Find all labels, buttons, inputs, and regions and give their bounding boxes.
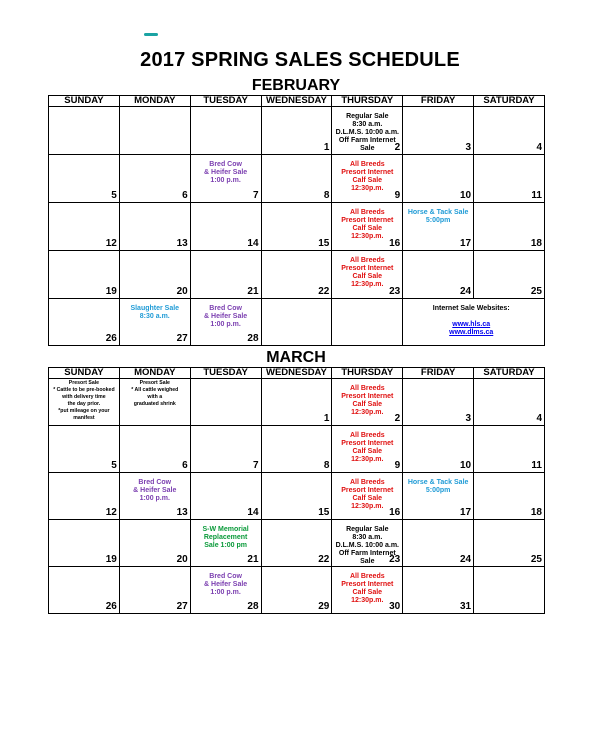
sale-event-line: Off Farm Internet Sale [338,137,396,152]
weekday-friday: FRIDAY [403,368,474,379]
week-row [49,203,545,251]
day-number: 10 [459,460,472,471]
day-number: 25 [530,286,542,297]
page-title: 2017 SPRING SALES SCHEDULE [140,49,460,71]
day-cell [190,299,261,346]
sale-event-line: Slaughter Sale [130,305,180,312]
sale-event-line: 12:30p.m. [351,233,384,240]
sale-event-line: 12:30p.m. [351,281,384,288]
presort-note-sunday [50,380,118,422]
day-number: 9 [394,190,401,201]
sale-event-line: Calf Sale [352,177,383,184]
presort-note-line: the day prior. [67,401,101,407]
day-cell [119,379,190,426]
day-cell [190,107,261,155]
sale-event-line: 12:30p.m. [351,456,384,463]
day-cell [261,426,332,473]
month-title-february: FEBRUARY [251,77,341,94]
sale-event-line: D.L.M.S. 10:00 a.m. [335,542,399,549]
day-number: 7 [252,190,259,201]
week-row [49,107,545,155]
day-cell [261,299,332,346]
day-number: 2 [394,413,401,424]
sale-event-line: 5:00pm [425,487,451,494]
day-cell [261,107,332,155]
day-cell [49,251,120,299]
day-number: 3 [465,413,472,424]
day-number: 1 [323,413,330,424]
weekday-wednesday: WEDNESDAY [261,368,332,379]
day-number: 2 [394,142,401,153]
sale-event-line: Off Farm Internet Sale [338,550,396,565]
sale-event [191,573,261,597]
weekday-sunday: SUNDAY [49,96,120,107]
sale-event-line: Presort Internet [341,581,394,588]
day-number: 11 [531,190,542,201]
month-title-march: MARCH [266,349,326,366]
day-number: 12 [105,238,117,249]
day-cell [403,107,474,155]
day-number: 12 [105,507,117,518]
day-number: 9 [394,460,401,471]
sale-event-line: Presort Internet [341,440,394,447]
day-number: 31 [459,601,472,612]
day-cell [190,473,261,520]
sale-event-line: 1:00 p.m. [210,177,241,184]
day-cell [49,473,120,520]
week-row [49,299,545,346]
day-number: 15 [318,507,330,518]
sale-event-line: Bred Cow [209,161,242,168]
day-cell [474,203,545,251]
sale-event-line: & Heifer Sale [133,487,177,494]
day-number: 28 [247,333,259,344]
sale-event-line: 1:00 p.m. [210,321,241,328]
week-row [49,426,545,473]
day-cell [332,251,403,299]
sale-event [403,479,473,495]
presort-note-line: Presort Sale [68,380,100,386]
weekday-saturday: SATURDAY [474,96,545,107]
presort-note-line: with delivery time [62,394,106,400]
sale-event-line: Presort Internet [341,217,394,224]
sale-event-line: All Breeds [349,573,385,580]
day-cell [49,567,120,614]
day-cell [119,567,190,614]
day-number: 16 [389,238,401,249]
sale-event [403,209,473,225]
day-cell [403,426,474,473]
day-number: 3 [465,142,472,153]
presort-note-line: * All cattle weighed [131,387,179,393]
sale-event-line: 8:30 a.m. [352,121,383,128]
website-link[interactable]: www.dlms.ca [449,329,494,336]
sale-event-line: Presort Internet [341,487,394,494]
sale-event-line: Horse & Tack Sale [407,209,469,216]
weekday-monday: MONDAY [119,96,190,107]
day-number: 24 [459,554,472,565]
sale-event [332,161,402,193]
day-number: 5 [111,190,117,201]
internet-sale-websites [407,305,535,337]
day-cell [119,155,190,203]
logo-mark [144,33,158,36]
day-number: 29 [318,601,330,612]
weekday-wednesday: WEDNESDAY [261,96,332,107]
sale-event-line: 12:30p.m. [351,597,384,604]
sale-event [332,385,402,417]
day-cell [403,379,474,426]
sale-event-line: Sale 1:00 pm [204,542,248,549]
week-row [49,567,545,614]
day-number: 11 [531,460,542,471]
weekday-header-row [49,368,545,379]
day-cell [190,520,261,567]
sale-event-line: Bred Cow [209,305,242,312]
sale-event-line: 12:30p.m. [351,503,384,510]
day-cell [403,251,474,299]
week-row [49,379,545,426]
february-calendar [48,95,545,346]
weekday-monday: MONDAY [119,368,190,379]
sale-event-line: 1:00 p.m. [210,589,241,596]
day-cell [190,155,261,203]
weekday-friday: FRIDAY [403,96,474,107]
day-number: 21 [247,286,259,297]
day-number: 6 [182,190,188,201]
day-cell [474,426,545,473]
sale-event [120,479,190,503]
day-cell [474,155,545,203]
day-number: 27 [176,333,188,344]
sale-event-line: Calf Sale [352,448,383,455]
day-cell [119,426,190,473]
presort-note-line: Presort Sale [139,380,170,386]
day-number: 13 [176,238,188,249]
day-cell [49,520,120,567]
day-cell [403,567,474,614]
day-cell [119,299,190,346]
day-cell [49,107,120,155]
weekday-tuesday: TUESDAY [190,368,261,379]
presort-note-line: with a [147,394,163,400]
day-number: 24 [459,286,472,297]
day-cell [403,299,545,346]
week-row [49,155,545,203]
day-cell [474,379,545,426]
week-row [49,520,545,567]
day-cell [332,520,403,567]
sale-event [332,432,402,464]
sale-event [191,305,261,329]
day-number: 8 [323,190,330,201]
week-row [49,251,545,299]
sale-event-line: 8:30 a.m. [139,313,170,320]
day-cell [332,155,403,203]
sale-event [332,257,402,289]
sale-event-line: Bred Cow [209,573,242,580]
day-cell [403,520,474,567]
weekday-header-row [49,96,545,107]
weekday-thursday: THURSDAY [332,96,403,107]
day-cell [119,203,190,251]
day-number: 1 [323,142,330,153]
day-cell [190,567,261,614]
day-cell [332,473,403,520]
sale-event [191,161,261,185]
week-row [49,473,545,520]
weekday-tuesday: TUESDAY [190,96,261,107]
day-cell [190,251,261,299]
day-number: 22 [318,286,330,297]
weekday-thursday: THURSDAY [332,368,403,379]
day-number: 26 [105,601,117,612]
day-cell [119,520,190,567]
day-number: 4 [536,142,542,153]
sale-event [120,305,190,321]
presort-note-line: manifest [73,415,95,421]
day-cell [332,107,403,155]
day-number: 23 [389,554,401,565]
day-number: 27 [176,601,188,612]
sale-event-line: All Breeds [349,161,385,168]
day-cell [49,379,120,426]
day-cell [403,203,474,251]
day-cell [49,203,120,251]
day-cell [119,473,190,520]
sale-event-line: 1:00 p.m. [139,495,170,502]
sale-event-line: S-W Memorial [202,526,249,533]
sale-event-line: Calf Sale [352,401,383,408]
day-cell [261,520,332,567]
day-number: 22 [318,554,330,565]
presort-note-line: * Cattle to be pre-booked [53,387,115,393]
sale-event-line: Horse & Tack Sale [407,479,469,486]
day-cell [119,107,190,155]
sale-event-line: Replacement [203,534,248,541]
day-cell [474,520,545,567]
day-cell [261,203,332,251]
day-number: 14 [247,238,259,249]
day-cell [403,473,474,520]
day-cell [49,155,120,203]
presort-note-line: *put mileage on your [58,408,110,414]
day-cell [49,426,120,473]
day-number: 20 [176,554,188,565]
sale-event-line: All Breeds [349,432,385,439]
day-number: 19 [105,286,117,297]
day-number: 15 [318,238,330,249]
websites-heading: Internet Sale Websites: [432,305,510,312]
day-number: 30 [389,601,401,612]
sale-event-line: Calf Sale [352,225,383,232]
sale-event [332,113,402,153]
day-number: 14 [247,507,259,518]
day-cell [119,251,190,299]
day-cell [261,567,332,614]
sale-event-line: Bred Cow [138,479,172,486]
website-link[interactable]: www.hls.ca [452,321,491,328]
march-calendar [48,367,545,614]
day-cell [332,203,403,251]
sale-event-line: D.L.M.S. 10:00 a.m. [335,129,399,136]
day-cell [261,379,332,426]
sale-event-line: Calf Sale [352,589,383,596]
day-cell [332,379,403,426]
day-cell [474,107,545,155]
day-number: 4 [536,413,542,424]
sale-event-line: Calf Sale [352,273,383,280]
sale-event-line: 12:30p.m. [351,409,384,416]
day-number: 20 [176,286,188,297]
sale-event-line: All Breeds [349,257,385,264]
day-number: 16 [389,507,401,518]
day-cell [403,155,474,203]
sale-event-line: Calf Sale [352,495,383,502]
sale-event-line: Regular Sale [346,113,389,120]
day-cell [261,251,332,299]
sale-event-line: 8:30 a.m. [352,534,383,541]
day-number: 8 [323,460,330,471]
day-cell [332,567,403,614]
day-number: 7 [252,460,259,471]
day-cell [190,379,261,426]
day-number: 25 [530,554,542,565]
day-number: 26 [105,333,117,344]
sale-event-line: Presort Internet [341,265,394,272]
day-number: 13 [176,507,188,518]
day-number: 23 [389,286,401,297]
sale-event-line: Presort Internet [341,393,394,400]
sale-event-line: & Heifer Sale [204,581,248,588]
day-cell [49,299,120,346]
day-cell [261,473,332,520]
day-number: 10 [459,190,472,201]
day-number: 28 [247,601,259,612]
weekday-sunday: SUNDAY [49,368,120,379]
sale-event-line: Regular Sale [346,526,389,533]
day-cell [474,567,545,614]
sale-event-line: All Breeds [349,385,385,392]
day-number: 6 [182,460,188,471]
sale-event [332,209,402,241]
day-number: 17 [459,507,472,518]
sale-event-line: 5:00pm [425,217,451,224]
day-number: 19 [105,554,117,565]
day-cell [474,251,545,299]
day-number: 18 [530,238,542,249]
day-number: 17 [459,238,472,249]
day-cell [332,299,403,346]
sale-event-line: All Breeds [349,479,385,486]
day-cell [474,473,545,520]
day-cell [190,426,261,473]
sale-event-line: & Heifer Sale [204,313,248,320]
day-cell [190,203,261,251]
day-cell [261,155,332,203]
sale-event-line: & Heifer Sale [204,169,248,176]
day-number: 5 [111,460,117,471]
weekday-saturday: SATURDAY [474,368,545,379]
day-number: 21 [247,554,259,565]
presort-note-line: graduated shrink [133,401,176,407]
day-number: 18 [530,507,542,518]
sale-event [191,526,261,550]
sale-event-line: All Breeds [349,209,385,216]
day-cell [332,426,403,473]
sale-event-line: 12:30p.m. [351,185,384,192]
presort-note-monday [121,380,189,408]
sale-event-line: Presort Internet [341,169,394,176]
